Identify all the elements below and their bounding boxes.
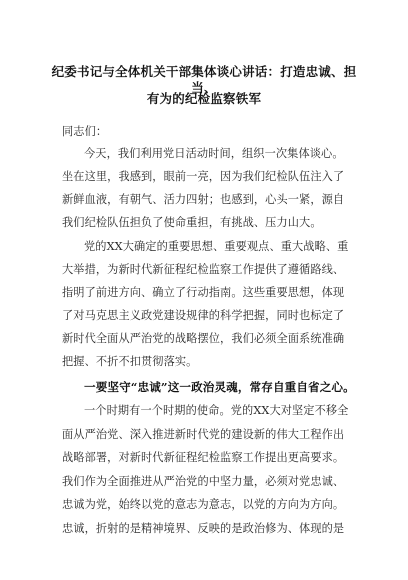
paragraph-line: 了对马克思主义政党建设规律的科学把握，同时也标定了 [62, 309, 345, 322]
paragraph-line: 把握、不折不扣贯彻落实。 [62, 355, 198, 368]
paragraph-line: 面从严治党、深入推进新时代党的建设新的伟大工程作出 [62, 428, 345, 441]
paragraph-line: 忠诚，折射的是精神境界、反映的是政治修为、体现的是 [62, 522, 345, 535]
paragraph-line: 今天，我们利用党日活动时间，组织一次集体谈心。 [84, 147, 344, 160]
document-title-line-1: 纪委书记与全体机关干部集体谈心讲话：打造忠诚、担当、 [51, 64, 357, 95]
document-title-line-2: 有为的纪检监察铁军 [146, 91, 262, 106]
paragraph-line: 新时代全面从严治党的战略摆位，我们必须全面系统准确 [62, 332, 345, 345]
section-heading: 一要坚守“忠诚”这一政治灵魂，常存自重自省之心。 [84, 380, 355, 394]
greeting: 同志们： [62, 125, 108, 138]
paragraph-line: 忠诚为党，始终以党的意志为意志，以党的方向为方向。 [62, 498, 345, 511]
paragraph-line: 坐在这里，我感到，眼前一亮，因为我们纪检队伍注入了 [62, 170, 345, 183]
paragraph-line: 新鲜血液，有朝气、活力四射；也感到，心头一紧，源自 [62, 193, 345, 206]
paragraph-line: 一个时期有一个时期的使命。党的XX大对坚定不移全 [84, 404, 349, 417]
paragraph-line: 我们纪检队伍担负了使命重担，有挑战、压力山大。 [62, 216, 322, 229]
paragraph-line: 大举措，为新时代新征程纪检监察工作提供了遵循路线、 [62, 263, 345, 276]
paragraph-line: 我们作为全面推进从严治党的中坚力量，必须对党忠诚、 [62, 475, 345, 488]
paragraph-line: 指明了前进方向、确立了行动指南。这些重要思想，体现 [62, 286, 345, 299]
paragraph-line: 党的XX大确定的重要思想、重要观点、重大战略、重 [84, 240, 349, 253]
paragraph-line: 战略部署，对新时代新征程纪检监察工作提出更高要求。 [62, 451, 345, 464]
